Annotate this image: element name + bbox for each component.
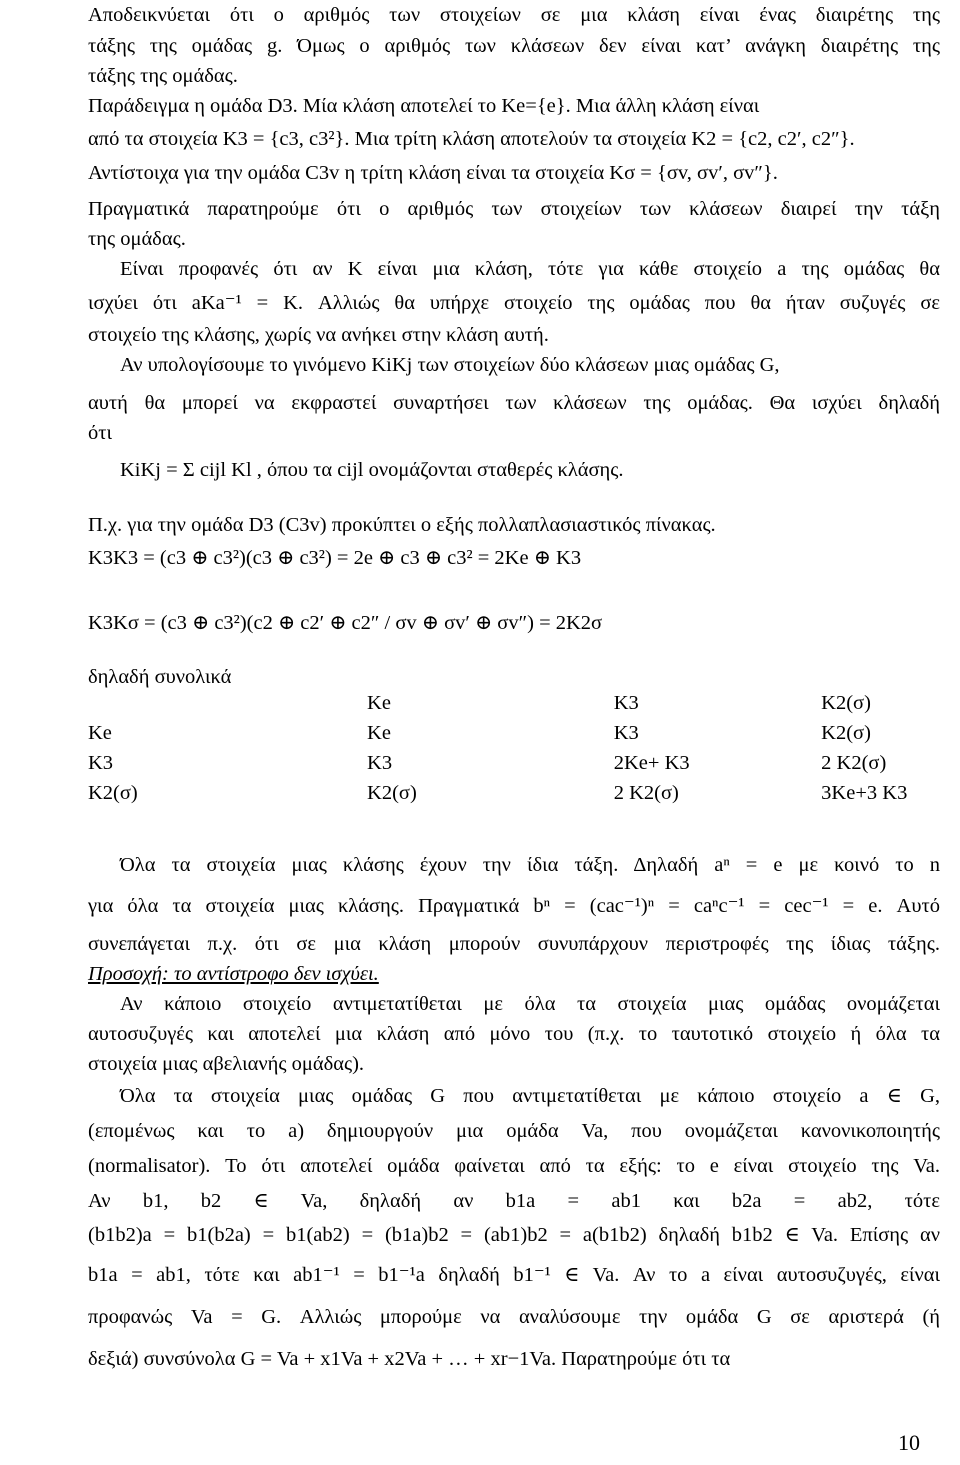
table-cell: K2(σ): [821, 721, 871, 744]
table-cell: K2(σ): [88, 781, 138, 804]
text-line-29: (normalisator). Το ότι αποτελεί ομάδα φαίνεται από τα εξής: το e είναι στοιχείο της Va.: [88, 1155, 940, 1177]
page-number: 10: [898, 1430, 920, 1455]
table-cell: K3: [613, 691, 639, 714]
text-line-32: b1a = ab1, τότε και ab1⁻¹ = b1⁻¹a δηλαδή b1⁻¹ ∈ Va. Αν το a είναι αυτοσυζυγές, είναι: [88, 1264, 940, 1286]
table-row: [88, 748, 960, 778]
table-cell: K3: [613, 721, 639, 744]
text-line-26: στοιχεία μιας αβελιανής ομάδας).: [88, 1053, 365, 1075]
text-line-22: συνεπάγεται π.χ. ότι σε μια κλάση μπορούν συνυπάρχουν περιστροφές της ίδιας τάξης.: [88, 933, 940, 955]
product-k3k2: K3Kσ = (c3 ⊕ c3²)(c2 ⊕ c2′ ⊕ c2″ / σv ⊕ σv′ ⊕ σv″) = 2K2σ: [88, 612, 603, 634]
text-line-4: Παράδειγμα η ομάδα D3. Μία κλάση αποτελεί το Ke={e}. Μια άλλη κλάση είναι: [88, 95, 760, 117]
text-line-6: Αντίστοιχα για την ομάδα C3v η τρίτη κλάση είναι τα στοιχεία Kσ = {σv, σv′, σv″}.: [88, 162, 778, 184]
table-cell: Ke: [367, 691, 391, 714]
table-cell: K2(σ): [821, 691, 871, 714]
table-cell: K2(σ): [367, 781, 417, 804]
text-line-3: τάξης της ομάδας.: [88, 65, 238, 87]
product-k3k3: K3K3 = (c3 ⊕ c3²)(c3 ⊕ c3²) = 2e ⊕ c3 ⊕ c3² = 2Ke ⊕ K3: [88, 547, 582, 569]
table-cell: K3: [367, 751, 393, 774]
text-line-30: Αν b1, b2 ∈ Va, δηλαδή αν b1a = ab1 και b2a = ab2, τότε: [88, 1190, 940, 1212]
text-line-5: από τα στοιχεία K3 = {c3, c3²}. Μια τρίτη κλάση αποτελούν τα στοιχεία K2 = {c2, c2′, c2″}.: [88, 128, 855, 150]
table-cell: Ke: [88, 721, 112, 744]
text-line-11: στοιχείο της κλάσης, χωρίς να ανήκει στην κλάση αυτή.: [88, 324, 549, 346]
text-line-28: (επομένως και το a) δημιουργούν μια ομάδα Va, που ονομάζεται κανονικοποιητής: [88, 1120, 940, 1142]
text-line-27: Όλα τα στοιχεία μιας ομάδας G που αντιμετατίθεται με κάποιο στοιχείο a ∈ G,: [120, 1085, 940, 1107]
text-line-9: Είναι προφανές ότι αν K είναι μια κλάση, τότε για κάθε στοιχείο a της ομάδας θα: [120, 258, 940, 280]
text-line-10: ισχύει ότι aKa⁻¹ = K. Αλλιώς θα υπήρχε στοιχείο της ομάδας που θα ήταν συζυγές σε: [88, 292, 940, 314]
table-cell: K3: [88, 751, 114, 774]
text-line-31: (b1b2)a = b1(b2a) = b1(ab2) = (b1a)b2 = (ab1)b2 = a(b1b2) δηλαδή b1b2 ∈ Va. Επίσης αν: [88, 1224, 940, 1246]
text-line-7: Πραγματικά παρατηρούμε ότι ο αριθμός των στοιχείων των κλάσεων διαιρεί την τάξη: [88, 198, 940, 220]
text-line-8: της ομάδας.: [88, 228, 186, 250]
text-line-1: Αποδεικνύεται ότι ο αριθμός των στοιχείων σε μια κλάση είναι ένας διαιρέτης της: [88, 4, 940, 26]
text-line-2: τάξης της ομάδας g. Όμως ο αριθμός των κλάσεων δεν είναι κατ’ ανάγκη διαιρέτης της: [88, 35, 940, 57]
table-cell: 2 K2(σ): [613, 781, 679, 804]
table-cell: 2Ke+ K3: [613, 751, 690, 774]
text-line-16: Π.χ. για την ομάδα D3 (C3v) προκύπτει ο εξής πολλαπλασιαστικός πίνακας.: [88, 514, 716, 536]
table-row: [88, 718, 960, 748]
table-cell: 2 K2(σ): [821, 751, 887, 774]
text-line-19: δηλαδή συνολικά: [88, 666, 232, 688]
text-line-20: Όλα τα στοιχεία μιας κλάσης έχουν την ίδια τάξη. Δηλαδή aⁿ = e με κοινό το n: [120, 854, 940, 876]
table-cell: [88, 688, 197, 718]
text-line-12: Αν υπολογίσουμε το γινόμενο KiKj των στοιχείων δύο κλάσεων μιας ομάδας G,: [120, 354, 780, 376]
multiplication-table: [88, 688, 960, 808]
text-line-24: Αν κάποιο στοιχείο αντιμετατίθεται με όλα τα στοιχεία μιας ομάδας ονομάζεται: [120, 993, 940, 1015]
text-line-25: αυτοσυζυγές και αποτελεί μια κλάση από μόνο του (π.χ. το ταυτοτικό στοιχείο ή όλα τα: [88, 1023, 940, 1045]
table-cell: Ke: [367, 721, 391, 744]
text-line-34: δεξιά) συνσύνολα G = Va + x1Va + x2Va + … + xr−1Va. Παρατηρούμε ότι τα: [88, 1348, 731, 1370]
table-row: [88, 778, 960, 808]
text-line-33: προφανώς Va = G. Αλλιώς μπορούμε να αναλύσουμε την ομάδα G σε αριστερά (ή: [88, 1306, 940, 1328]
table-header-row: [88, 688, 960, 718]
text-line-14: ότι: [88, 422, 113, 444]
class-constants-formula: KiKj = Σ cijl Kl , όπου τα cijl ονομάζονται σταθερές κλάσης.: [120, 459, 624, 481]
text-line-21: για όλα τα στοιχεία μιας κλάσης. Πραγματικά bⁿ = (cac⁻¹)ⁿ = caⁿc⁻¹ = cec⁻¹ = e. Αυτό: [88, 895, 940, 917]
warning-note: Προσοχή: το αντίστροφο δεν ισχύει.: [88, 963, 379, 985]
table-cell: 3Ke+3 K3: [821, 781, 908, 804]
text-line-13: αυτή θα μπορεί να εκφραστεί συναρτήσει των κλάσεων της ομάδας. Θα ισχύει δηλαδή: [88, 392, 940, 414]
